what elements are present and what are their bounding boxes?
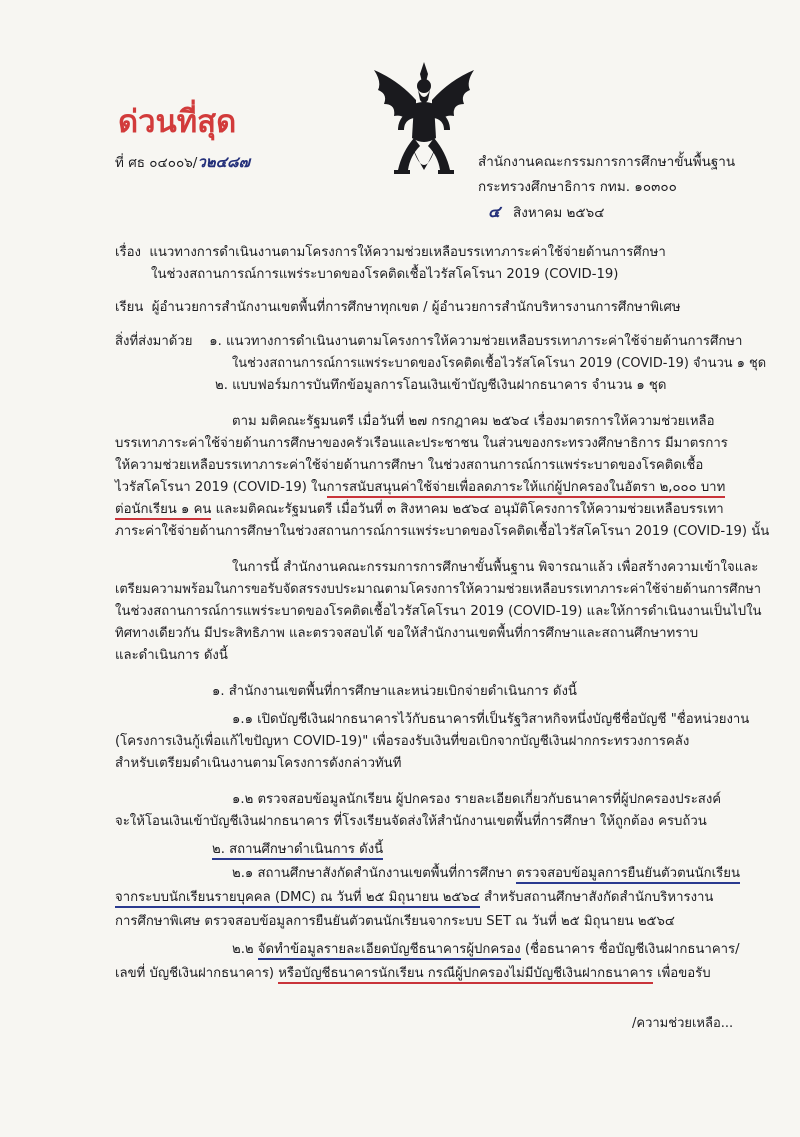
section-1-2-line-2: จะให้โอนเงินเข้าบัญชีเงินฝากธนาคาร ที่โรงเรียนจัดส่งให้สำนักงานเขตพื้นที่การศึกษา ให้ถูกต้อง ครบถ้วน [115,814,707,829]
document-date [488,200,604,225]
document-number [115,150,250,174]
highlighted-student-account: หรือบัญชีธนาคารนักเรียน กรณีผู้ปกครองไม่มีบัญชีเงินฝากธนาคาร [278,966,653,984]
attachment-label: สิ่งที่ส่งมาด้วย [115,334,193,349]
urgency-stamp: ด่วนที่สุด [118,104,237,140]
section-2-2-num: ๒.๒ [232,942,258,957]
para2-line-3: ในช่วงสถานการณ์การแพร่ระบาดของโรคติดเชื้อไวรัสโคโรนา 2019 (COVID-19) และให้การดำเนินงานเป็นไปใน [115,604,762,619]
section-1-1-line-1: ๑.๑ เปิดบัญชีเงินฝากธนาคารไว้กับธนาคารที่เป็นรัฐวิสาหกิจหนึ่งบัญชีชื่อบัญชี "ชื่อหน่วยงาน [232,712,750,727]
section-2-1-line-1 [232,862,740,883]
recipient-line [115,296,681,317]
section-1-1-line-2: (โครงการเงินกู้เพื่อแก้ไขปัญหา COVID-19)" เพื่อรองรับเงินที่ขอเบิกจากบัญชีเงินฝากกระทรวงการคลัง [115,734,690,749]
date-day-handwritten: ๔ [488,202,501,221]
attachment-item-1: ๑. แนวทางการดำเนินงานตามโครงการให้ความช่วยเหลือบรรเทาภาระค่าใช้จ่ายด้านการศึกษา [209,334,743,349]
highlighted-bank-details: จัดทำข้อมูลรายละเอียดบัญชีธนาคารผู้ปกครอง [258,942,521,960]
para1-line-6: ภาระค่าใช้จ่ายด้านการศึกษาในช่วงสถานการณ์การแพร่ระบาดของโรคติดเชื้อไวรัสโคโรนา 2019 (COVID-19) นั้น [115,524,770,539]
office-name: สำนักงานคณะกรรมการการศึกษาขั้นพื้นฐาน [478,154,736,170]
section-2-title-text: ๒. สถานศึกษาดำเนินการ ดังนี้ [212,842,383,860]
section-2-2-line-1-rest: (ชื่อธนาคาร ชื่อบัญชีเงินฝากธนาคาร/ [520,942,740,957]
highlighted-dmc-date: จากระบบนักเรียนรายบุคคล (DMC) ณ วันที่ ๒๕ มิถุนายน ๒๕๖๔ [115,890,480,908]
section-2-2-line-2-start: เลขที่ บัญชีเงินฝากธนาคาร) [115,966,279,981]
section-2-1-line-2-rest: สำหรับสถานศึกษาสังกัดสำนักบริหารงาน [479,890,714,905]
highlighted-verify-identity: ตรวจสอบข้อมูลการยืนยันตัวตนนักเรียน [516,866,740,884]
section-2-1-start: ๒.๑ สถานศึกษาสังกัดสำนักงานเขตพื้นที่การศึกษา [232,866,517,881]
para1-line-4-start: ไวรัสโคโรนา 2019 (COVID-19) ใน [115,480,327,495]
para2-line-2: เตรียมความพร้อมในการขอรับจัดสรรงบประมาณตามโครงการให้ความช่วยเหลือบรรเทาภาระค่าใช้จ่ายด้านการศึกษา [115,582,762,597]
office-address: กระทรวงศึกษาธิการ กทม. ๑๐๓๐๐ [478,179,677,195]
section-2-2-line-1 [232,938,740,959]
attachment-item-1-cont: ในช่วงสถานการณ์การแพร่ระบาดของโรคติดเชื้อไวรัสโคโรนา 2019 (COVID-19) จำนวน ๑ ชุด [232,356,767,371]
highlighted-support-rate: การสนับสนุนค่าใช้จ่ายเพื่อลดภาระให้แก่ผู้ปกครองในอัตรา ๒,๐๐๐ บาท [327,480,726,498]
para1-line-1: ตาม มติคณะรัฐมนตรี เมื่อวันที่ ๒๗ กรกฎาคม ๒๕๖๔ เรื่องมาตรการให้ความช่วยเหลือ [232,414,715,429]
para2-line-4: ทิศทางเดียวกัน มีประสิทธิภาพ และตรวจสอบได้ ขอให้สำนักงานเขตพื้นที่การศึกษาและสถานศึกษาทราบ [115,626,699,641]
subject-text-2: ในช่วงสถานการณ์การแพร่ระบาดของโรคติดเชื้อไวรัสโคโรนา 2019 (COVID-19) [151,267,619,282]
para1-line-4 [115,476,725,497]
subject-label: เรื่อง [115,245,141,260]
highlighted-per-student: ต่อนักเรียน ๑ คน [115,502,211,520]
continuation-note: /ความช่วยเหลือ... [632,1016,734,1031]
subject-line-1 [115,241,666,262]
section-2-1-line-2 [115,886,713,907]
attachment-item-2: ๒. แบบฟอร์มการบันทึกข้อมูลการโอนเงินเข้าบัญชีเงินฝากธนาคาร จำนวน ๑ ชุด [215,378,667,393]
date-month-year: สิงหาคม ๒๕๖๔ [512,205,605,221]
section-1-title: ๑. สำนักงานเขตพื้นที่การศึกษาและหน่วยเบิกจ่ายดำเนินการ ดังนี้ [212,684,577,699]
document-number-handwritten: ว๒๔๘๗ [197,153,250,171]
para1-line-2: บรรเทาภาระค่าใช้จ่ายด้านการศึกษาของครัวเรือนและประชาชน ในส่วนของกระทรวงศึกษาธิการ มีมาตรการ [115,436,728,451]
recipient-text: ผู้อำนวยการสำนักงานเขตพื้นที่การศึกษาทุกเขต / ผู้อำนวยการสำนักบริหารงานการศึกษาพิเศษ [151,300,681,315]
section-2-2-line-2 [115,962,711,983]
attachment-line-1 [115,330,742,351]
para1-line-3: ให้ความช่วยเหลือบรรเทาภาระค่าใช้จ่ายด้านการศึกษา ในช่วงสถานการณ์การแพร่ระบาดของโรคติดเชื้อ [115,458,704,473]
issuing-office [478,150,735,200]
recipient-label: เรียน [115,300,144,315]
section-2-title [212,838,383,859]
section-1-2-line-1: ๑.๒ ตรวจสอบข้อมูลนักเรียน ผู้ปกครอง รายละเอียดเกี่ยวกับธนาคารที่ผู้ปกครองประสงค์ [232,792,722,807]
para2-line-5: และดำเนินการ ดังนี้ [115,648,228,663]
document-number-prefix: ที่ ศธ ๐๔๐๐๖/ [115,155,198,171]
section-2-2-line-2-end: เพื่อขอรับ [652,966,711,981]
subject-text-1: แนวทางการดำเนินงานตามโครงการให้ความช่วยเหลือบรรเทาภาระค่าใช้จ่ายด้านการศึกษา [149,245,666,260]
section-2-1-line-3: การศึกษาพิเศษ ตรวจสอบข้อมูลการยืนยันตัวตนนักเรียนจากระบบ SET ณ วันที่ ๒๕ มิถุนายน ๒๕๖๔ [115,914,675,929]
garuda-emblem-icon [368,60,480,186]
para1-line-5-rest: และมติคณะรัฐมนตรี เมื่อวันที่ ๓ สิงหาคม ๒๕๖๔ อนุมัติโครงการให้ความช่วยเหลือบรรเทา [211,502,724,517]
para2-line-1: ในการนี้ สำนักงานคณะกรรมการการศึกษาขั้นพื้นฐาน พิจารณาแล้ว เพื่อสร้างความเข้าใจและ [232,560,759,575]
para1-line-5 [115,498,724,519]
section-1-1-line-3: สำหรับเตรียมดำเนินงานตามโครงการดังกล่าวทันที [115,756,402,771]
